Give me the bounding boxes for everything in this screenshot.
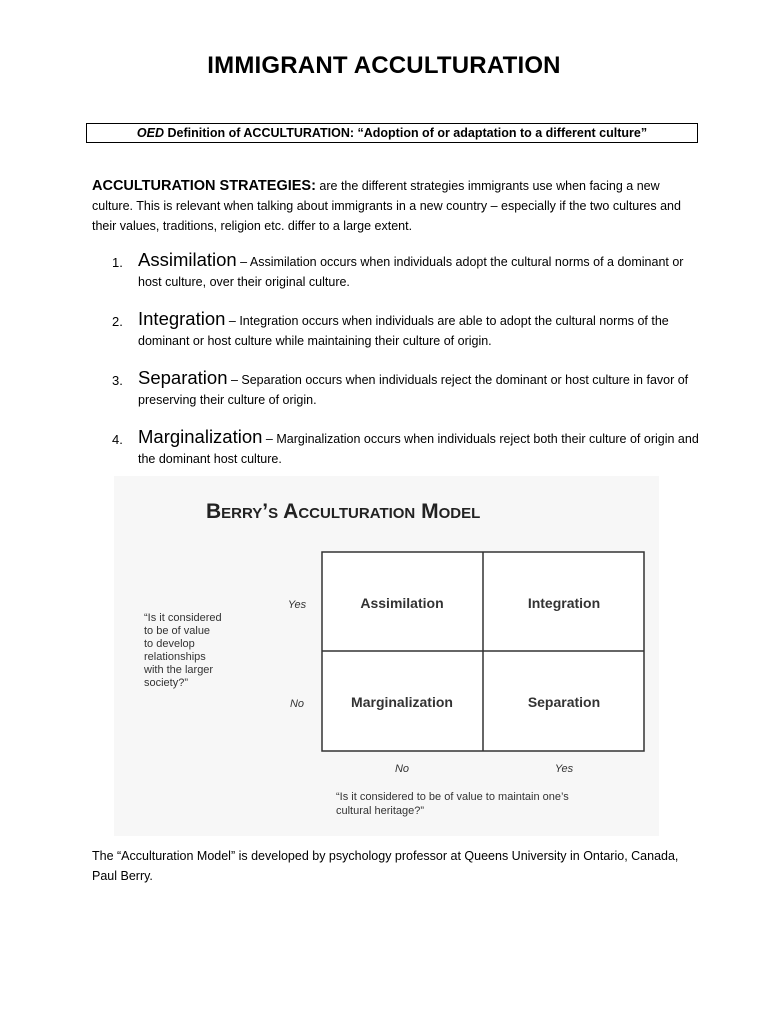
strategy-term: Integration [138, 308, 226, 329]
strategy-term: Assimilation [138, 249, 237, 270]
definition-box [86, 123, 698, 143]
strategy-number: 2. [112, 314, 123, 329]
left-question-line: relationships [144, 651, 206, 663]
strategy-number: 3. [112, 373, 123, 388]
col-label-no: No [394, 763, 410, 775]
bottom-question-line: cultural heritage?” [336, 805, 425, 817]
page-title: IMMIGRANT ACCULTURATION [207, 52, 561, 79]
cell-assimilation: Assimilation [360, 595, 444, 611]
cell-integration: Integration [527, 595, 601, 611]
intro-paragraph [92, 176, 702, 236]
strategy-item-integration [92, 309, 702, 351]
strategy-item-separation [92, 368, 702, 410]
left-question-line: to be of value [144, 625, 211, 637]
intro-text: are the different strategies immigrants use when facing a new culture. This is relevant when talking about immigrants in a new country – especially if the two cultures and their values, traditions, religion etc. differ to a large extent. [92, 179, 681, 233]
row-label-no: No [289, 698, 305, 710]
left-question-line: to develop [144, 638, 195, 650]
definition-text: Definition of ACCULTURATION: “Adoption of or adaptation to a different culture” [164, 126, 648, 140]
strategy-number: 1. [112, 255, 123, 270]
strategy-description: – Assimilation occurs when individuals adopt the cultural norms of a dominant or host culture, over their original culture. [138, 255, 684, 289]
strategy-number: 4. [112, 432, 123, 447]
col-label-yes: Yes [554, 763, 574, 775]
strategy-description: – Separation occurs when individuals reject the dominant or host culture in favor of preserving their culture of origin. [138, 373, 689, 407]
definition-source: OED [136, 126, 165, 140]
row-label-yes: Yes [287, 599, 307, 611]
strategy-description: – Marginalization occurs when individuals reject both their culture of origin and the dominant host culture. [138, 432, 699, 466]
intro-heading: ACCULTURATION STRATEGIES: [92, 178, 316, 194]
model-title: Berry’s Acculturation Model [206, 500, 481, 523]
cell-separation: Separation [527, 694, 601, 710]
left-question-line: society?” [144, 677, 189, 689]
left-question-line: with the larger [144, 664, 214, 676]
acculturation-model-diagram [114, 476, 659, 836]
cell-marginalization: Marginalization [351, 694, 453, 710]
bottom-question-line: “Is it considered to be of value to maintain one’s [336, 791, 569, 803]
bottom-question [336, 791, 569, 817]
strategy-item-marginalization [92, 427, 702, 469]
strategy-term: Marginalization [138, 426, 263, 447]
strategy-list [92, 250, 702, 486]
left-question-line: “Is it considered [144, 612, 222, 624]
strategy-description: – Integration occurs when individuals are able to adopt the cultural norms of the dominant or host culture while maintaining their culture of origin. [138, 314, 669, 348]
model-svg [114, 476, 659, 836]
strategy-term: Separation [138, 367, 228, 388]
footer-note: The “Acculturation Model” is developed by psychology professor at Queens University in Ontario, Canada, Paul Berry. [92, 849, 679, 883]
strategy-item-assimilation [92, 250, 702, 292]
left-question [143, 612, 222, 689]
